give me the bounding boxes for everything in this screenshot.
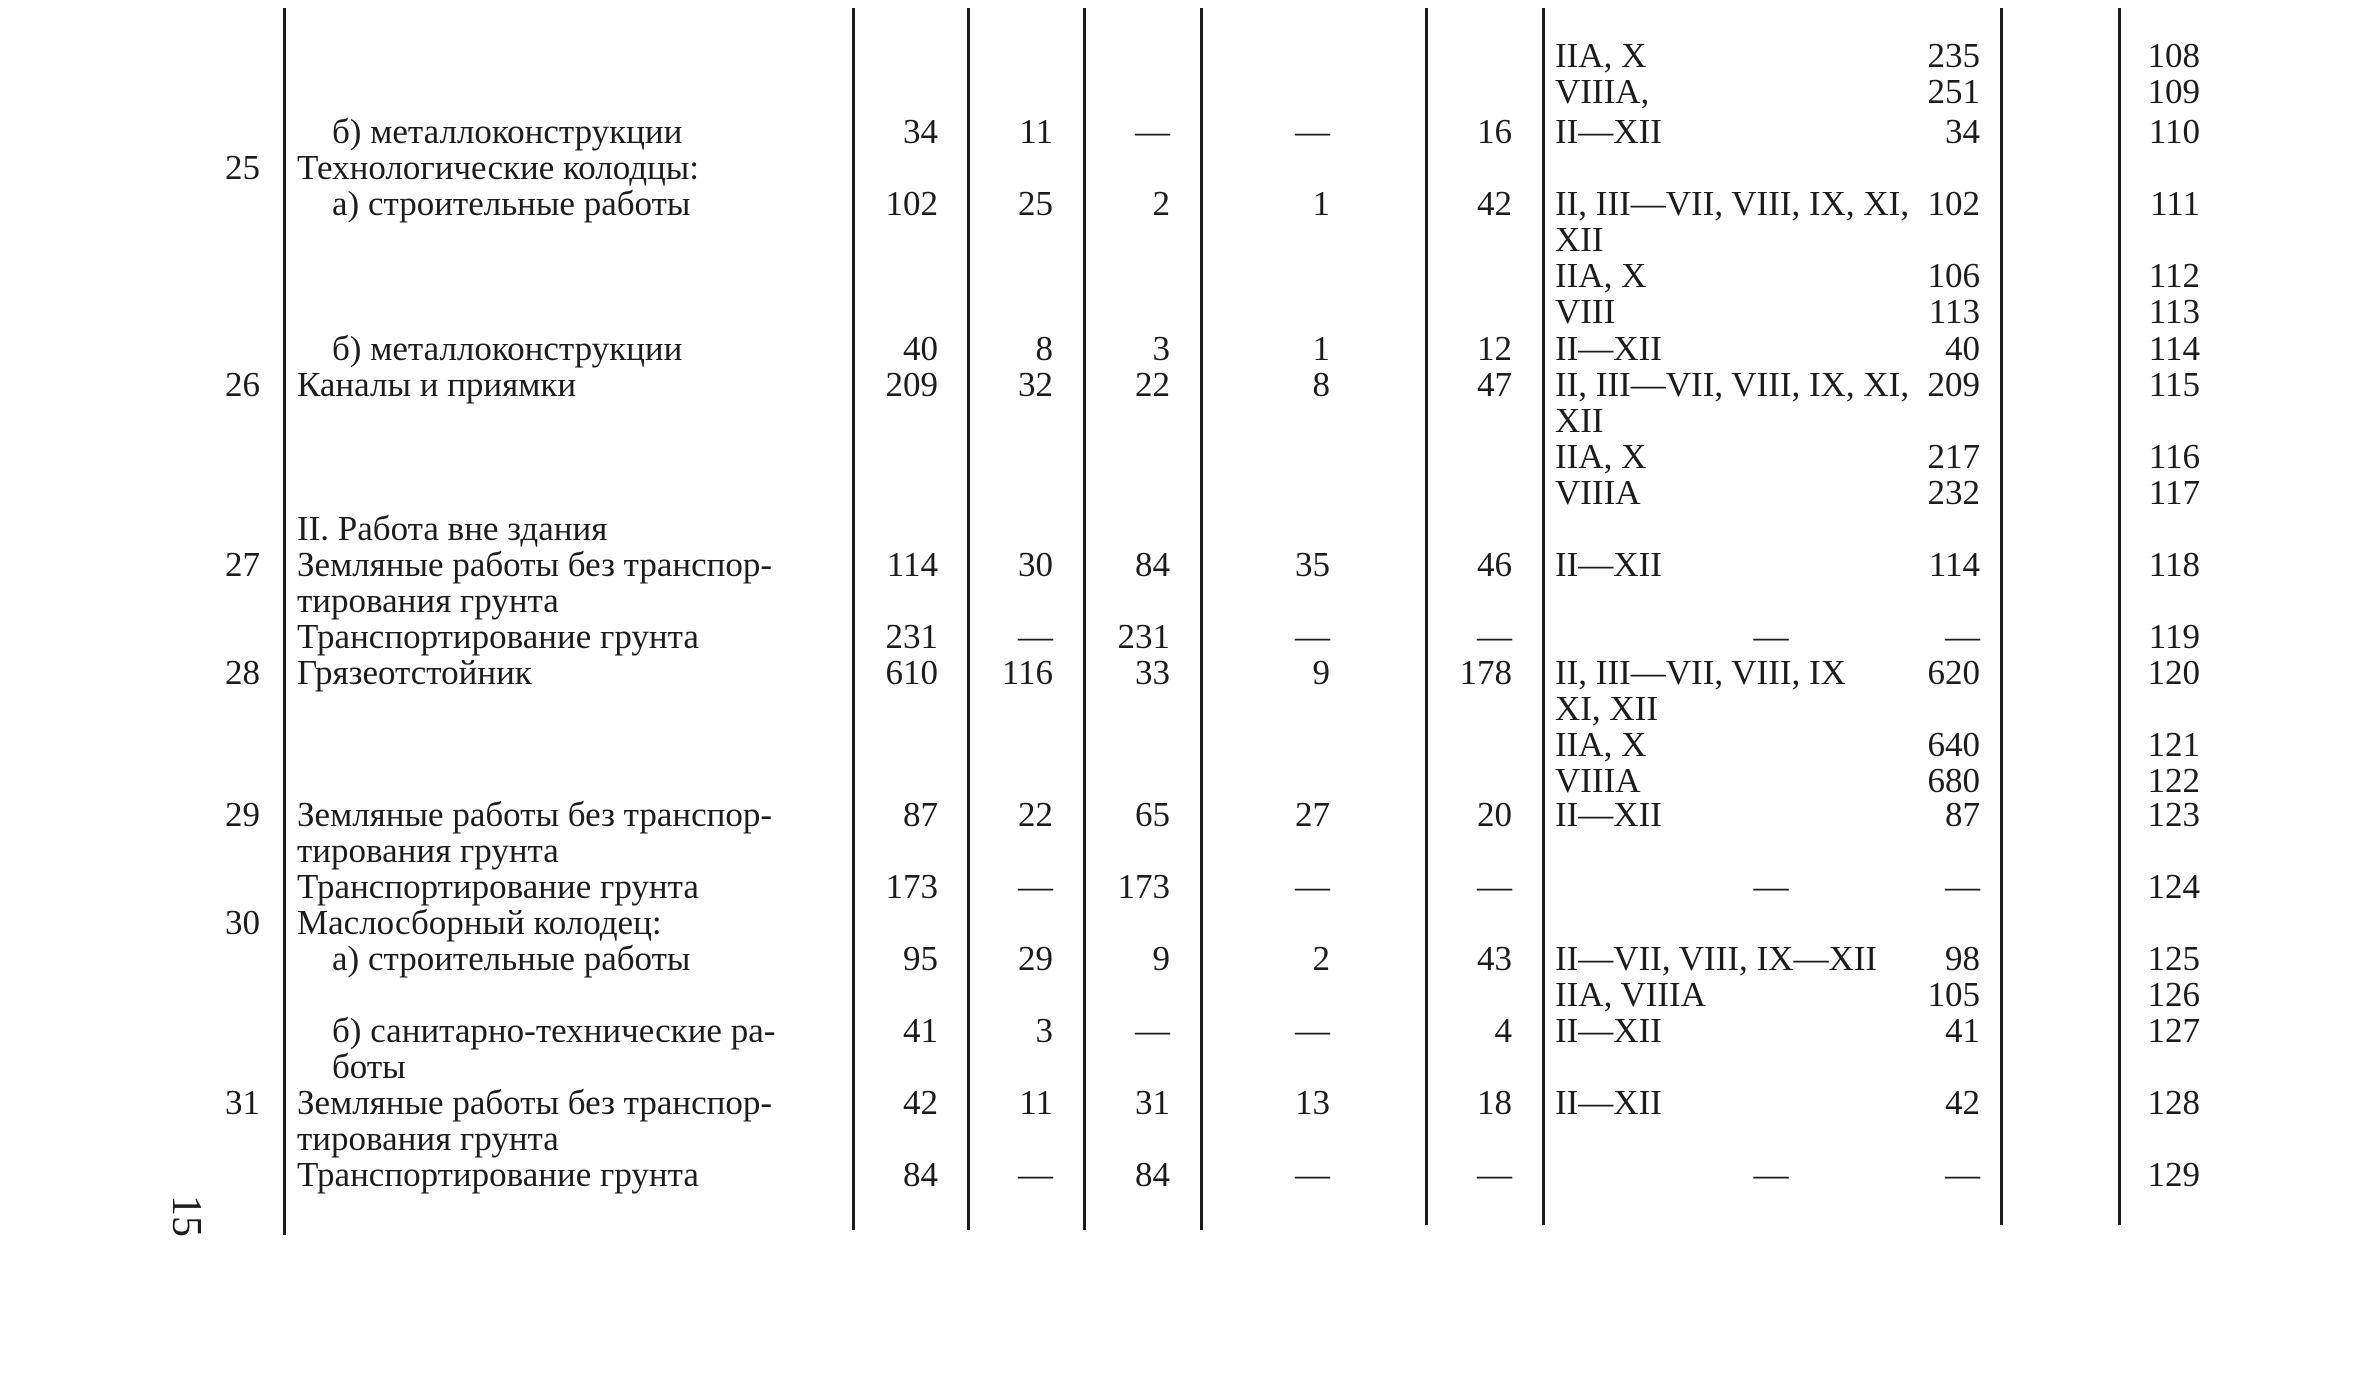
- work-description: б) металлоконструкции: [332, 112, 683, 151]
- reference-value: 98: [1945, 939, 1980, 978]
- value-c5: 18: [1477, 1083, 1512, 1122]
- value-c5: 12: [1477, 329, 1512, 368]
- work-description: Транспортирование грунта: [297, 867, 699, 906]
- reference-list: II—XII: [1555, 329, 1662, 368]
- value-c4: 13: [1295, 1083, 1330, 1122]
- work-description: тирования грунта: [297, 581, 559, 620]
- value-c3: —: [1135, 112, 1170, 151]
- reference-value: 251: [1927, 72, 1980, 111]
- work-description: тирования грунта: [297, 831, 559, 870]
- reference-list: IIA, X: [1555, 36, 1647, 75]
- value-c4: 8: [1312, 365, 1330, 404]
- item-id: 119: [2148, 617, 2200, 656]
- value-c4: 2: [1312, 939, 1330, 978]
- reference-value: 209: [1927, 365, 1980, 404]
- value-c1: 41: [903, 1011, 938, 1050]
- value-c5: —: [1477, 617, 1512, 656]
- value-c2: 116: [1001, 653, 1053, 692]
- reference-list: II—XII: [1555, 1011, 1662, 1050]
- value-c1: 173: [885, 867, 938, 906]
- work-description: Транспортирование грунта: [297, 1155, 699, 1194]
- value-c3: 84: [1135, 1155, 1170, 1194]
- reference-value: 114: [1928, 545, 1980, 584]
- value-c1: 231: [885, 617, 938, 656]
- value-c2: 11: [1019, 1083, 1053, 1122]
- reference-list: VIII: [1555, 292, 1616, 331]
- reference-value: —: [1945, 1155, 1980, 1194]
- item-id: 125: [2147, 939, 2200, 978]
- value-c3: 84: [1135, 545, 1170, 584]
- value-c1: 209: [885, 365, 938, 404]
- value-c5: 43: [1477, 939, 1512, 978]
- value-c4: 35: [1295, 545, 1330, 584]
- reference-list: II—VII, VIII, IX—XII: [1555, 939, 1878, 978]
- work-description: Земляные работы без транспор-: [297, 795, 773, 834]
- item-id: 120: [2147, 653, 2200, 692]
- work-description: б) санитарно-технические ра-: [332, 1011, 776, 1050]
- value-c2: 29: [1018, 939, 1053, 978]
- reference-list: II, III—VII, VIII, IX: [1555, 653, 1846, 692]
- value-c5: —: [1477, 1155, 1512, 1194]
- row-number: 30: [225, 903, 260, 942]
- value-c5: 46: [1477, 545, 1512, 584]
- item-id: 109: [2147, 72, 2200, 111]
- value-c3: 231: [1117, 617, 1170, 656]
- row-number: 26: [225, 365, 260, 404]
- reference-value: 217: [1927, 437, 1980, 476]
- reference-value: 232: [1927, 473, 1980, 512]
- reference-list: IIA, X: [1555, 256, 1647, 295]
- reference-value: 235: [1927, 36, 1980, 75]
- reference-list: —: [1753, 1155, 1789, 1194]
- value-c5: —: [1477, 867, 1512, 906]
- work-description: Маслосборный колодец:: [297, 903, 662, 942]
- value-c5: 4: [1494, 1011, 1512, 1050]
- item-id: 111: [2150, 184, 2200, 223]
- reference-list: VIIIA: [1555, 761, 1641, 800]
- reference-list: II, III—VII, VIII, IX, XI,: [1555, 184, 1910, 223]
- value-c2: —: [1018, 867, 1053, 906]
- reference-value: 41: [1945, 1011, 1980, 1050]
- value-c2: 25: [1018, 184, 1053, 223]
- work-description: Земляные работы без транспор-: [297, 545, 773, 584]
- item-id: 108: [2147, 36, 2200, 75]
- value-c3: 31: [1135, 1083, 1170, 1122]
- item-id: 123: [2147, 795, 2200, 834]
- value-c2: —: [1018, 1155, 1053, 1194]
- item-id: 128: [2147, 1083, 2200, 1122]
- reference-value: 102: [1927, 184, 1980, 223]
- value-c1: 610: [885, 653, 938, 692]
- value-c5: 47: [1477, 365, 1512, 404]
- reference-value: 620: [1927, 653, 1980, 692]
- value-c3: 33: [1135, 653, 1170, 692]
- reference-list: IIA, VIIIA: [1555, 975, 1706, 1014]
- value-c4: —: [1295, 617, 1330, 656]
- work-description: боты: [332, 1047, 406, 1086]
- value-c3: 9: [1152, 939, 1170, 978]
- value-c5: 20: [1477, 795, 1512, 834]
- reference-value: 640: [1927, 725, 1980, 764]
- reference-list: VIIIA,: [1555, 72, 1650, 111]
- value-c1: 40: [903, 329, 938, 368]
- reference-list: IIA, X: [1555, 725, 1647, 764]
- work-description: Каналы и приямки: [297, 365, 577, 404]
- reference-list: IIA, X: [1555, 437, 1647, 476]
- table-column-rule: [283, 8, 286, 1235]
- reference-list: II—XII: [1555, 1083, 1662, 1122]
- value-c2: 22: [1018, 795, 1053, 834]
- item-id: 124: [2147, 867, 2200, 906]
- work-description: тирования грунта: [297, 1119, 559, 1158]
- item-id: 117: [2148, 473, 2200, 512]
- value-c5: 178: [1459, 653, 1512, 692]
- value-c3: 65: [1135, 795, 1170, 834]
- reference-list: XI, XII: [1555, 689, 1659, 728]
- work-description: б) металлоконструкции: [332, 329, 683, 368]
- item-id: 126: [2147, 975, 2200, 1014]
- value-c4: 9: [1312, 653, 1330, 692]
- reference-list: XII: [1555, 401, 1604, 440]
- reference-value: —: [1945, 617, 1980, 656]
- work-description: Земляные работы без транспор-: [297, 1083, 773, 1122]
- work-description: а) строительные работы: [332, 184, 691, 223]
- item-id: 129: [2147, 1155, 2200, 1194]
- value-c2: 32: [1018, 365, 1053, 404]
- reference-list: II—XII: [1555, 545, 1662, 584]
- value-c2: 8: [1035, 329, 1053, 368]
- item-id: 116: [2148, 437, 2200, 476]
- reference-value: 113: [1928, 292, 1980, 331]
- table-column-rule: [2000, 8, 2003, 1225]
- value-c3: 2: [1152, 184, 1170, 223]
- work-description: II. Работа вне здания: [297, 509, 608, 548]
- value-c5: 42: [1477, 184, 1512, 223]
- work-description: Технологические колодцы:: [297, 148, 700, 187]
- item-id: 110: [2148, 112, 2200, 151]
- value-c1: 42: [903, 1083, 938, 1122]
- value-c5: 16: [1477, 112, 1512, 151]
- page-number: 15: [163, 1195, 209, 1237]
- reference-list: II, III—VII, VIII, IX, XI,: [1555, 365, 1910, 404]
- value-c3: 22: [1135, 365, 1170, 404]
- value-c1: 95: [903, 939, 938, 978]
- value-c3: 3: [1152, 329, 1170, 368]
- row-number: 31: [225, 1083, 260, 1122]
- value-c4: 1: [1312, 329, 1330, 368]
- row-number: 29: [225, 795, 260, 834]
- value-c2: 30: [1018, 545, 1053, 584]
- value-c4: —: [1295, 1155, 1330, 1194]
- reference-value: 87: [1945, 795, 1980, 834]
- value-c4: —: [1295, 112, 1330, 151]
- item-id: 121: [2147, 725, 2200, 764]
- reference-list: VIIIA: [1555, 473, 1641, 512]
- value-c4: —: [1295, 1011, 1330, 1050]
- value-c2: 11: [1019, 112, 1053, 151]
- reference-value: 40: [1945, 329, 1980, 368]
- item-id: 113: [2148, 292, 2200, 331]
- work-description: Транспортирование грунта: [297, 617, 699, 656]
- value-c3: —: [1135, 1011, 1170, 1050]
- value-c3: 173: [1117, 867, 1170, 906]
- value-c4: 27: [1295, 795, 1330, 834]
- item-id: 127: [2147, 1011, 2200, 1050]
- value-c1: 84: [903, 1155, 938, 1194]
- value-c4: 1: [1312, 184, 1330, 223]
- row-number: 28: [225, 653, 260, 692]
- reference-value: 105: [1927, 975, 1980, 1014]
- reference-value: 680: [1927, 761, 1980, 800]
- item-id: 122: [2147, 761, 2200, 800]
- row-number: 25: [225, 148, 260, 187]
- reference-value: —: [1945, 867, 1980, 906]
- value-c2: 3: [1035, 1011, 1053, 1050]
- work-description: а) строительные работы: [332, 939, 691, 978]
- table-column-rule: [1542, 8, 1545, 1225]
- item-id: 112: [2148, 256, 2200, 295]
- reference-list: XII: [1555, 220, 1604, 259]
- value-c4: —: [1295, 867, 1330, 906]
- value-c1: 87: [903, 795, 938, 834]
- item-id: 115: [2148, 365, 2200, 404]
- item-id: 118: [2148, 545, 2200, 584]
- reference-list: II—XII: [1555, 112, 1662, 151]
- reference-list: II—XII: [1555, 795, 1662, 834]
- reference-value: 42: [1945, 1083, 1980, 1122]
- work-description: Грязеотстойник: [297, 653, 532, 692]
- value-c1: 34: [903, 112, 938, 151]
- row-number: 27: [225, 545, 260, 584]
- reference-list: —: [1753, 617, 1789, 656]
- reference-value: 34: [1945, 112, 1980, 151]
- reference-value: 106: [1927, 256, 1980, 295]
- value-c2: —: [1018, 617, 1053, 656]
- value-c1: 114: [886, 545, 938, 584]
- reference-list: —: [1753, 867, 1789, 906]
- value-c1: 102: [885, 184, 938, 223]
- item-id: 114: [2148, 329, 2200, 368]
